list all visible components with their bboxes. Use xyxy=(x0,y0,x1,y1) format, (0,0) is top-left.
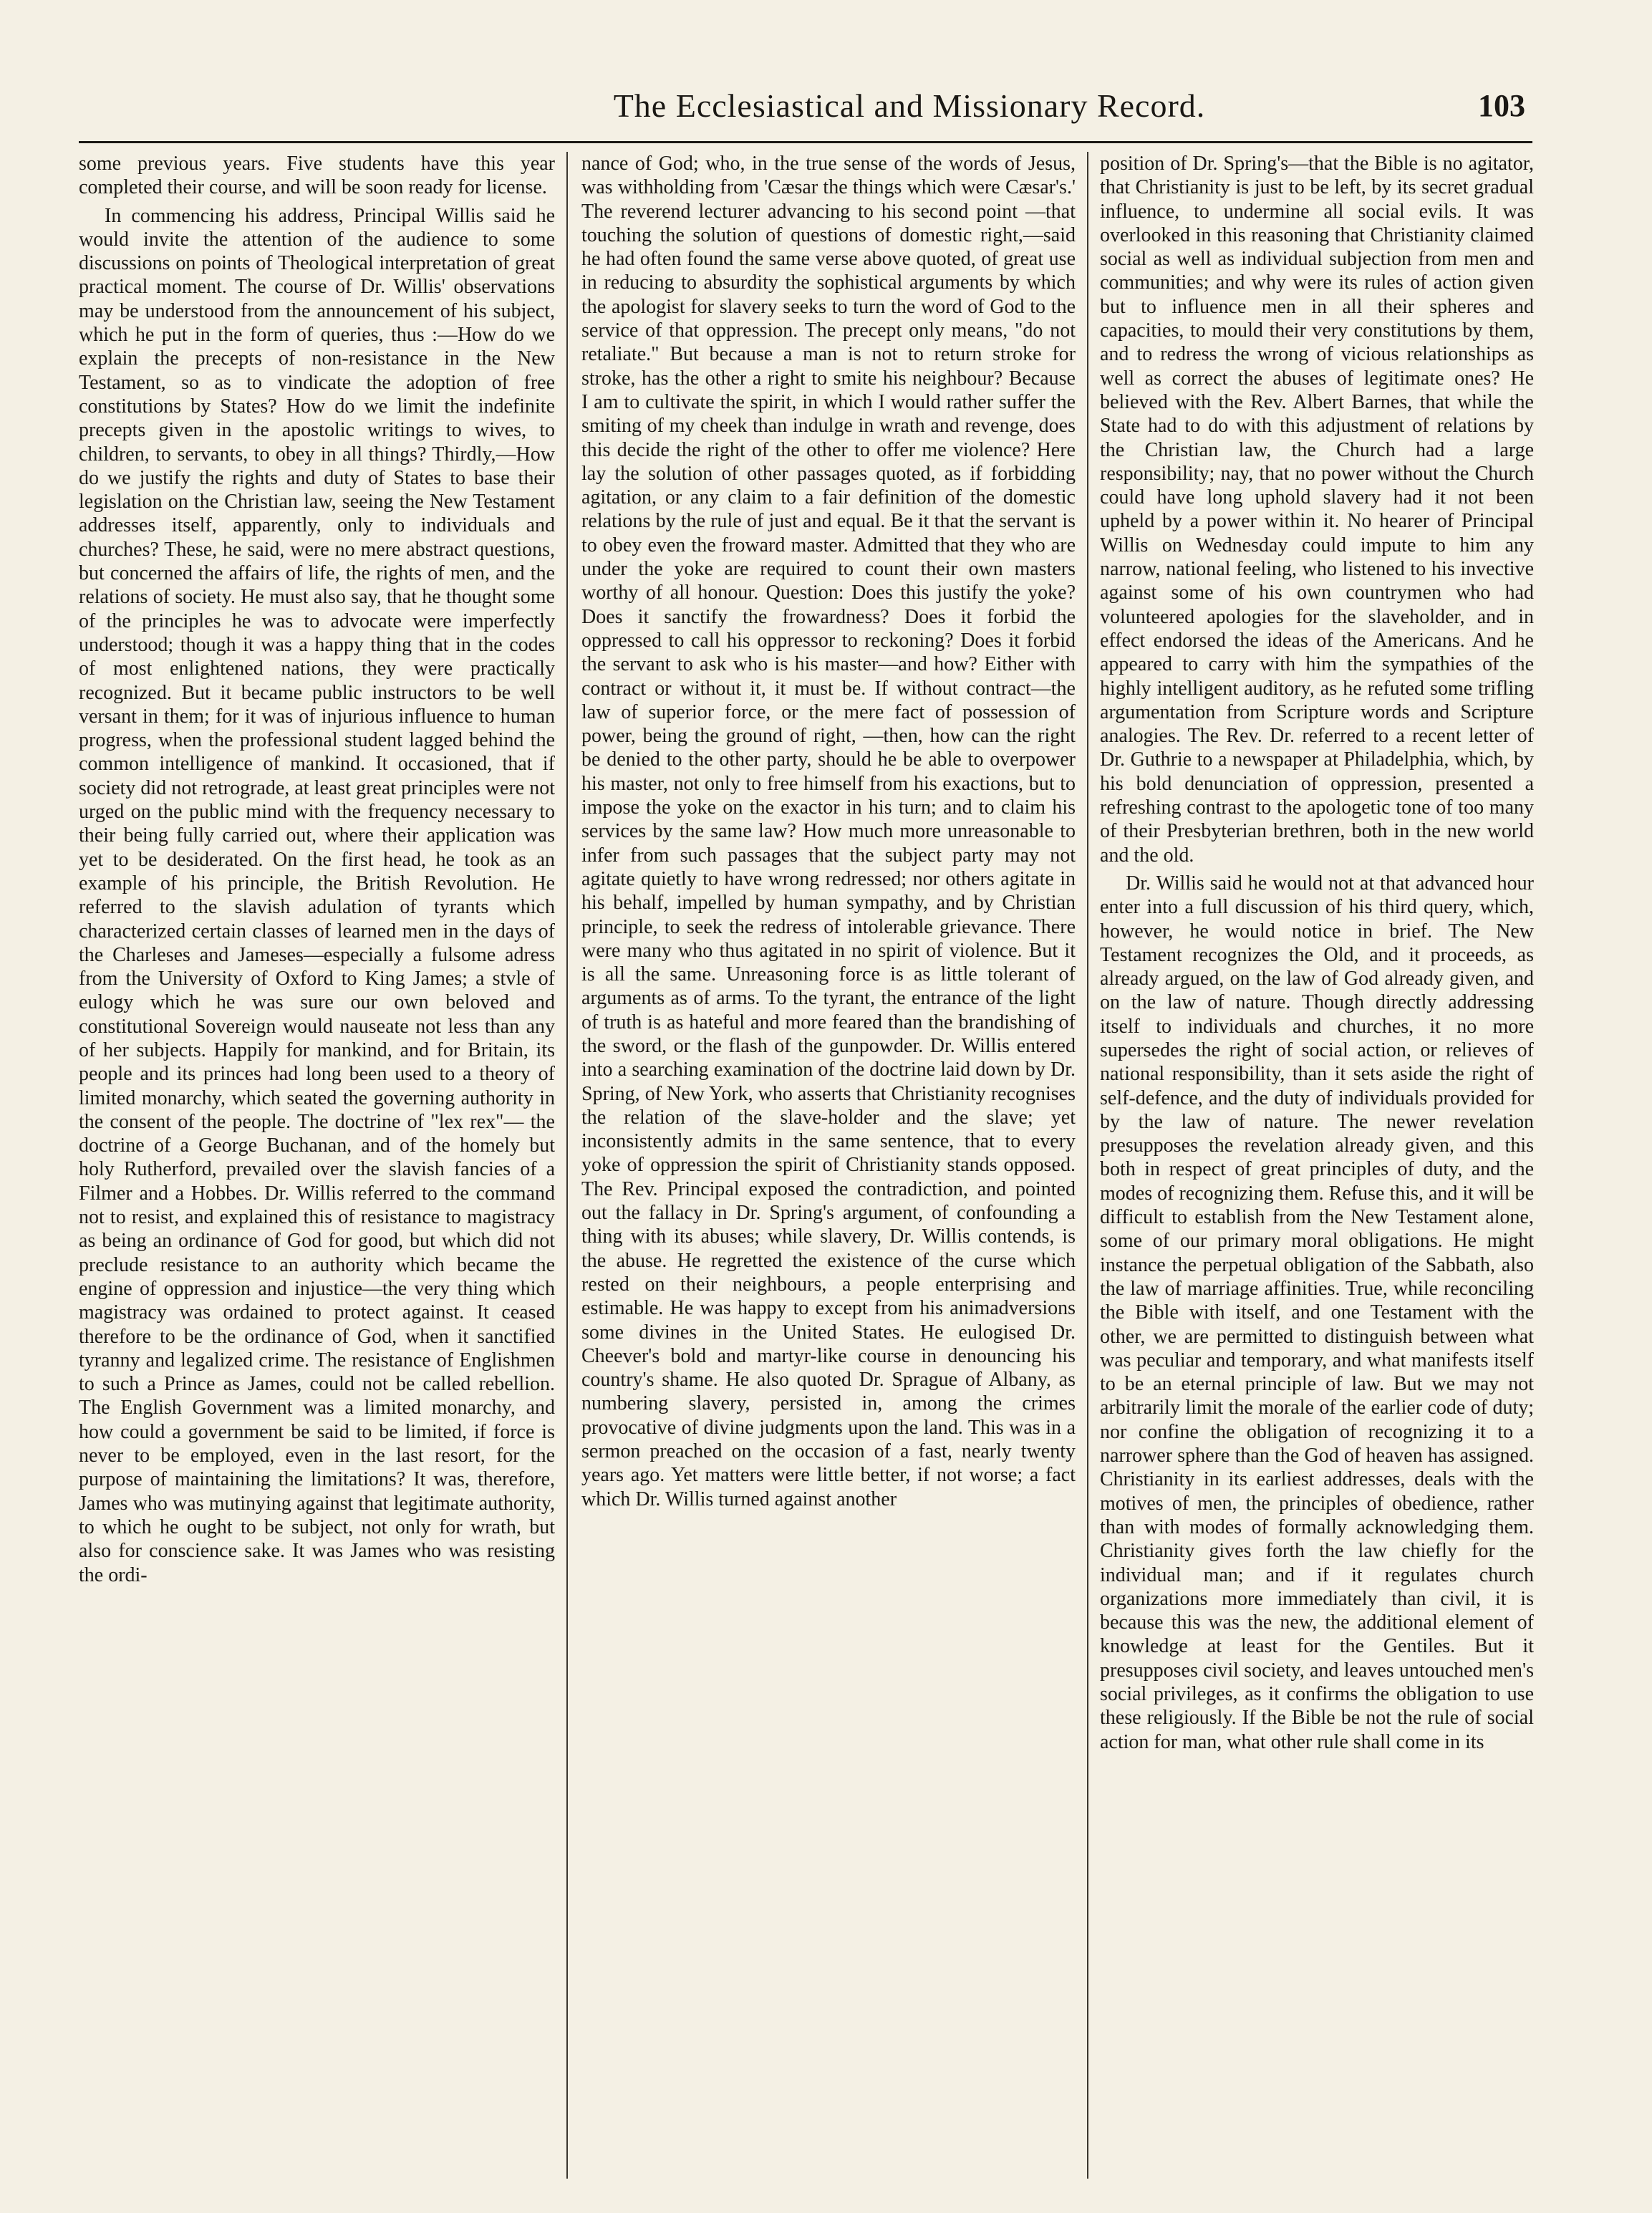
page-header xyxy=(79,85,1532,142)
paragraph: In commencing his address, Principal Willis said he would invite the attention of the audience to some discussions on points of Theological interpretation of great practical moment. The course of Dr. Willis' observations may be understood from the announcement of his subject, which he put in the form of queries, thus :—How do we explain the precepts of non-resistance in the New Testament, so as to vindicate the adoption of free constitutions by States? How do we limit the indefinite precepts given in the apostolic writings to wives, to children, to servants, to obey in all things? Thirdly,—How do we justify the rights and duty of States to base their legislation on the Christian law, seeing the New Testament addresses itself, apparently, only to individuals and churches? These, he said, were no mere abstract questions, but concerned the affairs of life, the rights of men, and the relations of society. He must also say, that he thought some of the principles he was to advocate were imperfectly understood; though it was a happy thing that in the codes of most enlightened nations, they were practically recognized. But it became public instructors to be well versant in them; for it was of injurious influence to human progress, when the professional student lagged behind the common intelligence of mankind. It occasioned, that if society did not retrograde, at least great principles were not urged on the public mind with the frequency necessary to their being fully carried out, where their application was yet to be desiderated. On the first head, he took as an example of his principle, the British Revolution. He referred to the slavish adulation of tyrants which characterized certain classes of learned men in the days of the Charleses and Jameses—especially a fulsome adress from the University of Oxford to King James; a stvle of eulogy which he was sure our own beloved and constitutional Sovereign would nauseate not less than any of her subjects. Happily for mankind, and for Britain, its people and its princes had long been used to a theory of limited monarchy, which seated the governing authority in the consent of the people. The doctrine of "lex rex"— the doctrine of a George Buchanan, and of the homely but holy Rutherford, prevailed over the slavish fancies of a Filmer and a Hobbes. Dr. Willis referred to the command not to resist, and explained this of resistance to magistracy as being an ordinance of God for good, but which did not preclude resistance to an authority which became the engine of oppression and injustice—the very thing which magistracy was ordained to protect against. It ceased therefore to be the ordinance of God, when it sanctified tyranny and legalized crime. The resistance of Englishmen to such a Prince as James, could not be called rebellion. The English Government was a limited monarchy, and how could a government be said to be limited, if force is never to be employed, even in the last resort, for the purpose of maintaining the limitations? It was, therefore, James who was mutinying against that legitimate authority, to which he ought to be subject, not only for wrath, but also for conscience sake. It was James who was resisting the ordi- xyxy=(79,204,555,1586)
column-rule xyxy=(1087,152,1088,2179)
paragraph: position of Dr. Spring's—that the Bible is no agitator, that Christianity is just to be left, by its secret gradual influence, to undermine all social evils. It was overlooked in this reasoning that Christianity claimed social as well as individual subjection from men and communities; and why were its rules of action given but to influence men in all their spheres and capacities, to mould their very constitutions by them, and to redress the wrong of vicious relationships as well as correct the abuses of legitimate ones? He believed with the Rev. Albert Barnes, that while the State had to do with this adjustment of relations by the Christian law, the Church had a large responsibility; nay, that no power without the Church could have long uphold slavery had it not been upheld by a power within it. No hearer of Principal Willis on Wednesday could impute to him any narrow, national feeling, who listened to his invective against some of his own countrymen who had volunteered apologies for the slaveholder, and in effect endorsed the ideas of the Americans. And he appeared to carry with him the sympathies of the highly intelligent auditory, as he refuted some trifling argumentation from Scripture words and Scripture analogies. The Rev. Dr. referred to a recent letter of Dr. Guthrie to a newspaper at Philadelphia, which, by his bold denunciation of oppression, presented a refreshing contrast to the apologetic tone of too many of their Presbyterian brethren, both in the new world and the old. xyxy=(1100,153,1534,867)
text-column-3 xyxy=(1100,152,1534,2179)
column-rule xyxy=(566,152,568,2179)
paragraph: nance of God; who, in the true sense of the words of Jesus, was withholding from 'Cæsar the things which were Cæsar's.' The reverend lecturer advancing to his second point —that touching the solution of questions of domestic right,—said he had often found the same verse above quoted, of great use in reducing to absurdity the sophistical arguments by which the apologist for slavery seeks to turn the word of God to the service of that oppression. The precept only means, "do not retaliate." But because a man is not to return stroke for stroke, has the other a right to smite his neighbour? Because I am to cultivate the spirit, in which I would rather suffer the smiting of my cheek than indulge in wrath and revenge, does this decide the right of the other to offer me violence? Here lay the solution of other passages quoted, as if forbidding agitation, or any claim to a fair definition of the domestic relations by the rule of just and equal. Be it that the servant is to obey even the froward master. Admitted that they who are under the yoke are required to count their own masters worthy of all honour. Question: Does this justify the yoke? Does it sanctify the frowardness? Does it forbid the oppressed to call his oppressor to reckoning? Does it forbid the servant to ask who is his master—and how? Either with contract or without it, it must be. If without contract—the law of superior force, or the mere fact of possession of power, being the ground of right, —then, how can the right be denied to the other party, should he be able to overpower his master, not only to free himself from his exactions, but to impose the yoke on the exactor in his turn; and to claim his services by the same law? How much more unreasonable to infer from such passages that the subject party may not agitate quietly to have wrong redressed; nor others agitate in his behalf, impelled by human sympathy, and by Christian principle, to seek the redress of intolerable grievance. There were many who thus agitated in no spirit of violence. But it is all the same. Unreasoning force is as little tolerant of arguments as of arms. To the tyrant, the entrance of the light of truth is as hateful and more feared than the brandishing of the sword, or the flash of the gunpowder. Dr. Willis entered into a searching examination of the doctrine laid down by Dr. Spring, of New York, who asserts that Christianity recognises the relation of the slave-holder and the slave; yet inconsistently admits in the same sentence, that to every yoke of oppression the spirit of Christianity stands opposed. The Rev. Principal exposed the contradiction, and pointed out the fallacy in Dr. Spring's argument, of confounding a thing with its abuses; while slavery, Dr. Willis contends, is the abuse. He regretted the existence of the curse which rested on their neighbours, a people enterprising and estimable. He was happy to except from his animadversions some divines in the United States. He eulogised Dr. Cheever's bold and martyr-like course in denouncing his country's shame. He also quoted Dr. Sprague of Albany, as numbering slavery, persisted in, among the crimes provocative of divine judgments upon the land. This was in a sermon preached on the occasion of a fast, nearly twenty years ago. Yet matters were little better, if not worse; a fact which Dr. Willis turned against another xyxy=(581,153,1076,1510)
text-column-1 xyxy=(79,152,555,2179)
page-number: 103 xyxy=(1478,88,1525,123)
paragraph: Dr. Willis said he would not at that advanced hour enter into a full discussion of his third query, which, however, he would notice in brief. The New Testament recognizes the Old, and it proceeds, as already argued, on the law of God already given, and on the law of nature. Though directly addressing itself to individuals and churches, it no more supersedes the right of social action, or relieves of national responsibility, than it sets aside the right of self-defence, and the duty of individuals provided for by the law of nature. The newer revelation presupposes the revelation already given, and this both in respect of great principles of duty, and the modes of recognizing them. Refuse this, and it will be difficult to establish from the New Testament alone, some of our primary moral obligations. He might instance the perpetual obligation of the Sabbath, also the law of marriage affinities. True, while reconciling the Bible with itself, and one Testament with the other, we are permitted to distinguish between what was peculiar and temporary, and what manifests itself to be an eternal principle of law. But we may not arbitrarily limit the morale of the earlier code of duty; nor confine the obligation of recognizing it to a narrower sphere than the God of heaven has assigned. Christianity in its earliest addresses, deals with the motives of men, the principles of obedience, rather than with modes of formally acknowledging them. Christianity gives forth the law chiefly for the individual man; and if it regulates church organizations more immediately than civil, it is because this was the new, the additional element of knowledge at least for the Gentiles. But it presupposes civil society, and leaves untouched men's social privileges, as it confirms the obligation to use these religiously. If the Bible be not the rule of social action for man, what other rule shall come in its xyxy=(1100,872,1534,1753)
running-title: The Ecclesiastical and Missionary Record. xyxy=(613,87,1206,124)
paragraph: some previous years. Five students have this year completed their course, and will be soon ready for license. xyxy=(79,153,555,199)
text-column-2 xyxy=(581,152,1076,2179)
header-rule xyxy=(79,141,1532,143)
